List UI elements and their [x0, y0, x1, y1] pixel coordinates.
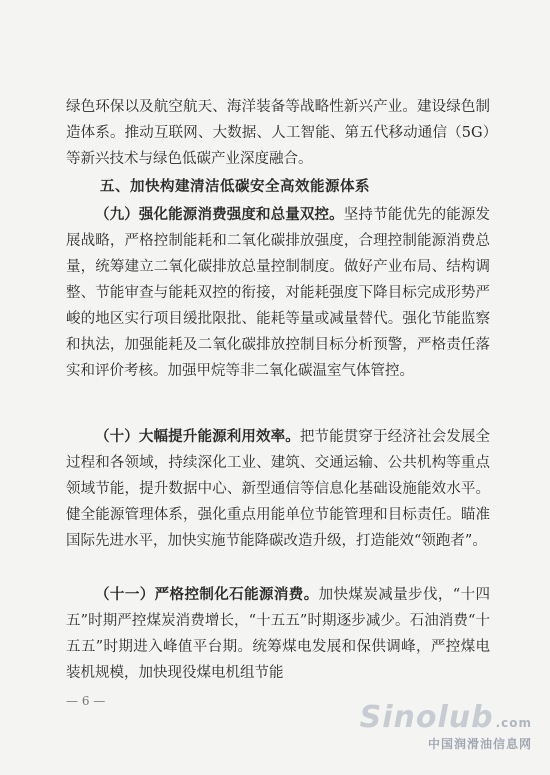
intro-paragraph: 绿色环保以及航空航天、海洋装备等战略性新兴产业。建设绿色制造体系。推动互联网、大数据、人工智能、第五代移动通信（5G）等新兴技术与绿色低碳产业深度融合。: [66, 99, 490, 167]
paragraph-9: [66, 202, 490, 384]
paragraph-9-body: 坚持节能优先的能源发展战略，严格控制能耗和二氧化碳排放强度，合理控制能源消费总量，统筹建立二氧化碳排放总量控制制度。做好产业布局、结构调整、节能审查与能耗双控的衔接，对能耗强度下降目标完成形势严峻的地区实行项目缓批限批、能耗等量或减量替代。强化节能监察和执法，加强能耗及二氧化碳排放控制目标分析预警，严格责任落实和评价考核。加强甲烷等非二氧化碳温室气体管控。: [66, 207, 491, 379]
watermark-site-name: 中国润滑油信息网: [427, 737, 532, 751]
paragraph-11: [66, 582, 490, 686]
paragraph-10-lead: （十）大幅提升能源利用效率。: [95, 428, 300, 445]
watermark-domain: .com: [495, 716, 532, 730]
paragraph-9-lead: （九）强化能源消费强度和总量双控。: [95, 206, 344, 223]
paragraph-10: [66, 424, 490, 554]
paragraph-11-lead: （十一）严格控制化石能源消费。: [95, 586, 319, 603]
watermark-logo-text: Sinolub: [359, 700, 494, 735]
section-heading: 五、加快构建清洁低碳安全高效能源体系: [100, 179, 370, 195]
page-number: — 6 —: [66, 694, 106, 708]
watermark-logo: [360, 700, 532, 735]
paragraph-11-body: 加快煤炭减量步伐，“十四五”时期严控煤炭消费增长，“十五五”时期逐步减少。石油消费“十五五”时期进入峰值平台期。统筹煤电发展和保供调峰，严控煤电装机规模，加快现役煤电机组节能: [66, 587, 490, 681]
paragraph-10-body: 把节能贯穿于经济社会发展全过程和各领域，持续深化工业、建筑、交通运输、公共机构等重点领域节能，提升数据中心、新型通信等信息化基础设施能效水平。健全能源管理体系，强化重点用能单位节能管理和目标责任。瞄准国际先进水平，加快实施节能降碳改造升级，打造能效“领跑者”。: [66, 429, 491, 549]
site-watermark: [360, 700, 532, 752]
